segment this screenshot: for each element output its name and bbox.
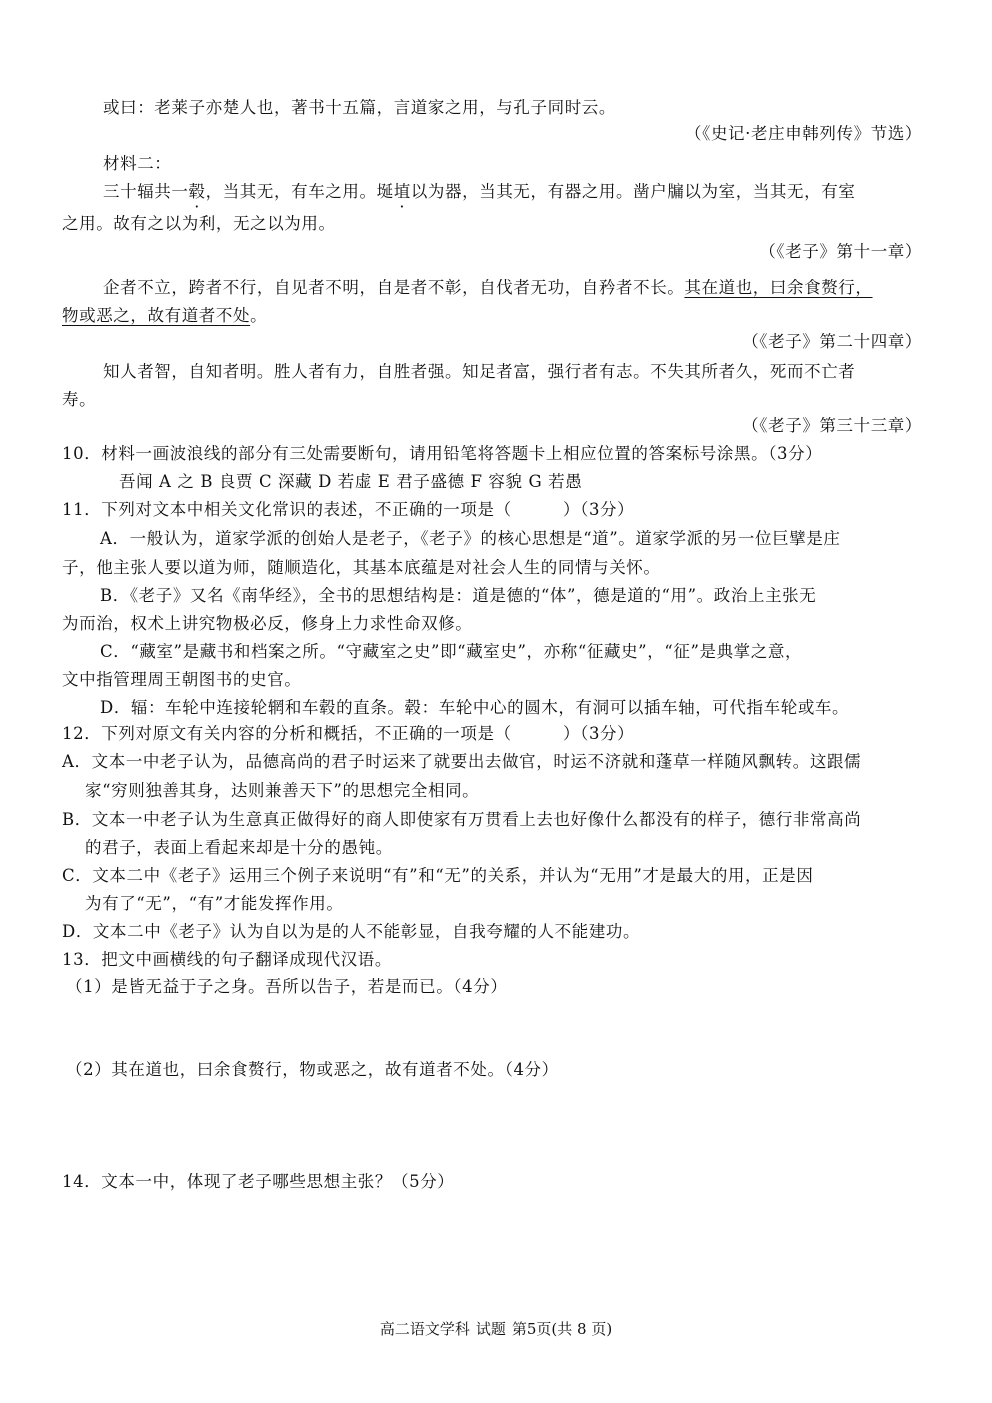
footer-kind: 试题 [475, 1320, 506, 1338]
para2-source: （《老子》第二十四章） [742, 332, 922, 351]
question-13-part2: （2）其在道也，曰余食赘行，物或恶之，故有道者不处。（4分） [66, 1060, 559, 1079]
question-10: 10．材料一画波浪线的部分有三处需要断句，请用铅笔将答题卡上相应位置的答案标号涂黑。（3分） [62, 444, 823, 463]
material-two-para2-line2: 物或恶之，故有道者不处。 [62, 306, 268, 325]
question-13: 13．把文中画横线的句子翻译成现代汉语。 [62, 950, 392, 969]
underlined-sentence-part1: 其在道也，曰余食赘行， [684, 278, 873, 297]
material-two-para2-line1: 企者不立，跨者不行，自见者不明，自是者不彰，自伐者无功，自矜者不长。其在道也，曰余食赘行， [103, 278, 873, 297]
page-footer [0, 1318, 992, 1339]
q12-option-c-line2: 为有了“无”，“有”才能发挥作用。 [85, 894, 344, 913]
q11-option-b-line2: 为而治，权术上讲究物极必反，修身上力求性命双修。 [62, 614, 473, 633]
q12-option-c-line1: C．文本二中《老子》运用三个例子来说明“有”和“无”的关系，并认为“无用”才是最大的用，正是因 [62, 866, 814, 885]
q11-option-b-line1: B．《老子》又名《南华经》，全书的思想结构是：道是德的“体”，德是道的“用”。政治上主张无 [100, 586, 817, 605]
q11-option-c-line2: 文中指管理周王朝图书的史官。 [62, 670, 302, 689]
question-10-options: 吾闻 A 之 B 良贾 C 深藏 D 若虚 E 君子盛德 F 容貌 G 若愚 [119, 472, 583, 491]
material-two-title: 材料二： [103, 154, 172, 173]
para1-source: （《老子》第十一章） [759, 242, 922, 261]
material-two-para3-line1: 知人者智，自知者明。胜人者有力，自胜者强。知足者富，强行者有志。不失其所者久，死而不亡者 [103, 362, 856, 381]
q11-option-a-line1: A．一般认为，道家学派的创始人是老子，《老子》的核心思想是“道”。道家学派的另一位巨擘是庄 [100, 529, 841, 548]
question-12: 12．下列对原文有关内容的分析和概括，不正确的一项是（ ）（3分） [62, 724, 635, 743]
q12-option-b-line1: B．文本一中老子认为生意真正做得好的商人即使家有万贯看上去也好像什么都没有的样子，德行非常高尚 [62, 810, 862, 829]
question-14: 14．文本一中，体现了老子哪些思想主张？（5分） [62, 1172, 455, 1191]
q12-option-b-line2: 的君子，表面上看起来却是十分的愚钝。 [85, 838, 393, 857]
material-one-tail: 或曰：老莱子亦楚人也，著书十五篇，言道家之用，与孔子同时云。 [103, 98, 616, 117]
q12-option-a-line2: 家“穷则独善其身，达则兼善天下”的思想完全相同。 [85, 781, 480, 800]
question-11: 11．下列对文本中相关文化常识的表述，不正确的一项是（ ）（3分） [62, 500, 635, 519]
q11-option-a-line2: 子，他主张人要以道为师，随顺造化，其基本底蕴是对社会人生的同情与关怀。 [62, 558, 661, 577]
material-two-para1-line1: 三十辐共一毂，当其无，有车之用。埏埴以为器，当其无，有器之用。凿户牖以为室，当其无，有室 [103, 182, 856, 201]
emphasis-dot-char: 埴 [393, 182, 411, 201]
q11-option-c-line1: C．“藏室”是藏书和档案之所。“守藏室之史”即“藏室史”，亦称“征藏史”，“征”是典掌之意， [100, 642, 803, 661]
emphasis-dot-char: 毂 [188, 182, 206, 201]
q11-option-d: D．辐：车轮中连接轮辋和车毂的直条。毂：车轮中心的圆木，有洞可以插车轴，可代指车轮或车。 [100, 698, 850, 717]
material-two-para3-line2: 寿。 [62, 390, 97, 409]
para3-source: （《老子》第三十三章） [742, 416, 922, 435]
q12-option-d: D．文本二中《老子》认为自以为是的人不能彰显，自我夸耀的人不能建功。 [62, 922, 641, 941]
question-13-part1: （1）是皆无益于子之身。吾所以告子，若是而已。（4分） [66, 977, 508, 996]
material-two-para1-line2: 之用。故有之以为利，无之以为用。 [62, 214, 336, 233]
footer-page-number: 第5页(共 8 页) [511, 1320, 613, 1338]
q12-option-a-line1: A．文本一中老子认为，品德高尚的君子时运来了就要出去做官，时运不济就和蓬草一样随风飘转。这跟儒 [62, 752, 862, 771]
underlined-sentence-part2: 物或恶之，故有道者不处 [62, 306, 251, 325]
material-one-source: （《史记·老庄申韩列传》节选） [685, 124, 922, 143]
footer-subject: 高二语文学科 [379, 1320, 470, 1338]
